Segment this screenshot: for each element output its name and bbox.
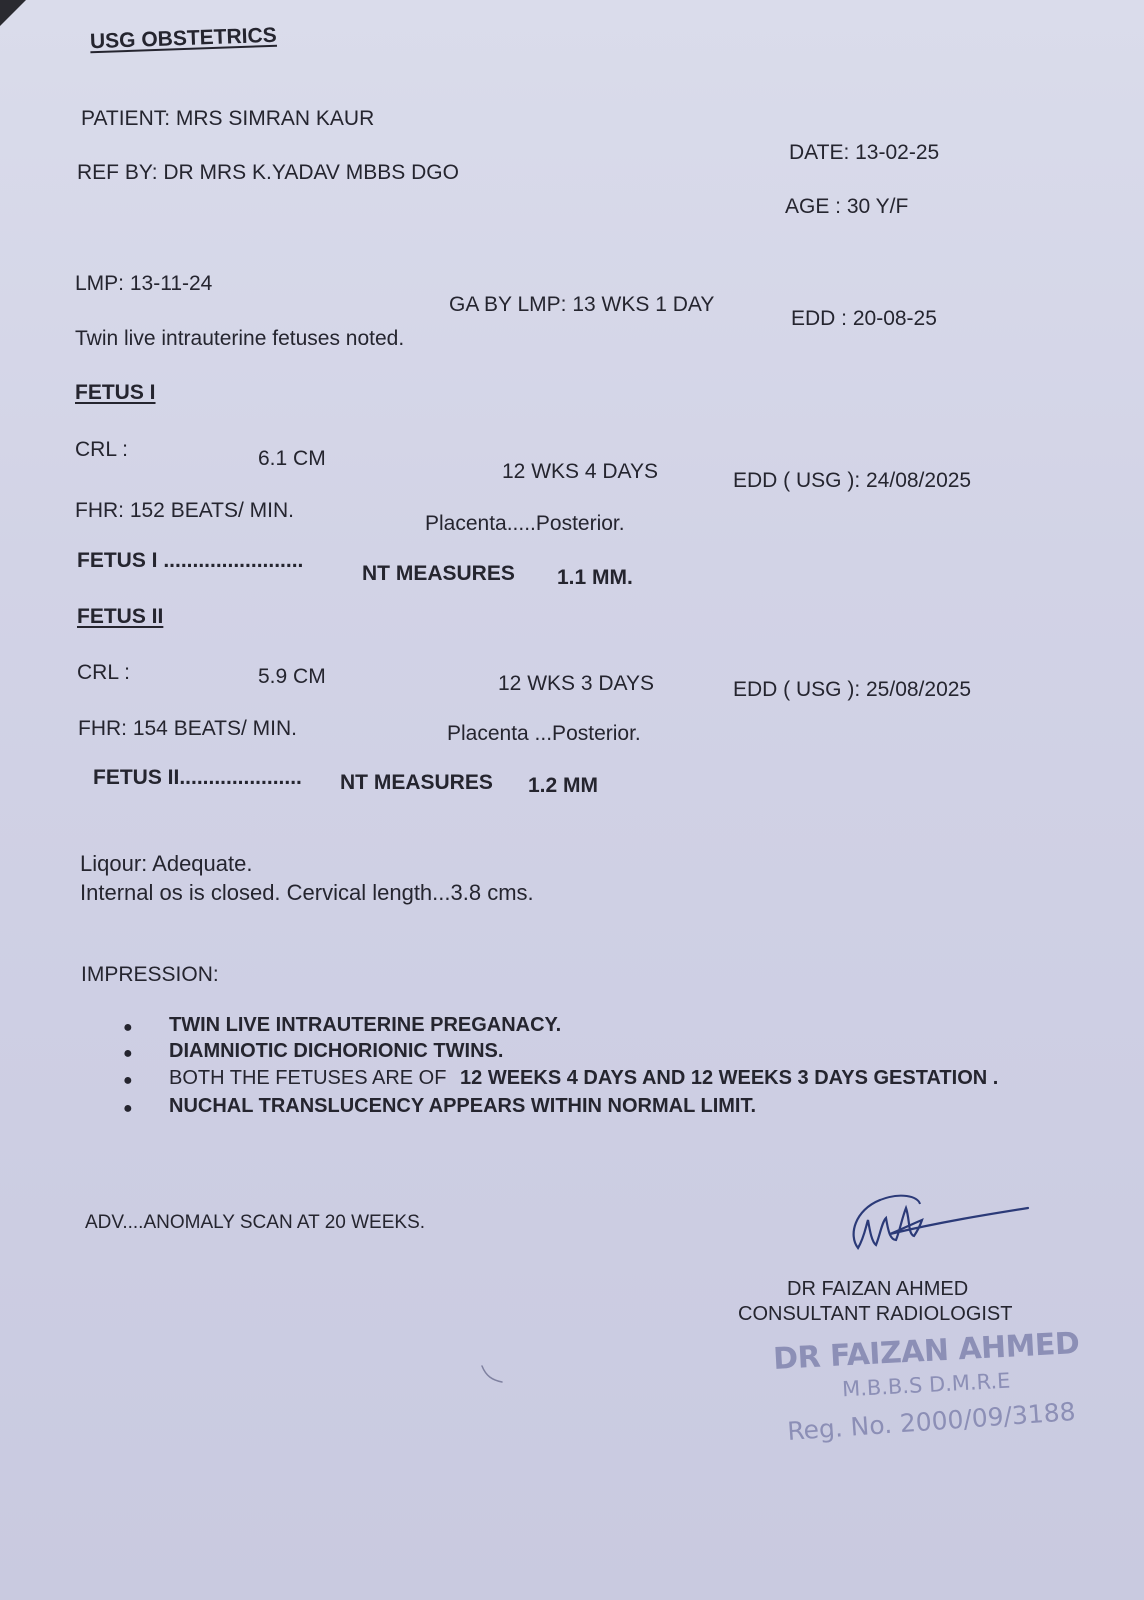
fetus2-ga: 12 WKS 3 DAYS: [498, 672, 655, 695]
stamp-reg-no: Reg. No. 2000/09/3188: [786, 1396, 1077, 1447]
intro-text: Twin live intrauterine fetuses noted.: [75, 327, 405, 350]
advice: ADV....ANOMALY SCAN AT 20 WEEKS.: [85, 1212, 426, 1233]
impression-item: TWIN LIVE INTRAUTERINE PREGANACY.: [169, 1014, 562, 1036]
bullet-icon: ●: [123, 1045, 133, 1062]
fetus1-placenta: Placenta.....Posterior.: [425, 512, 625, 535]
impression-item: NUCHAL TRANSLUCENCY APPEARS WITHIN NORMAL LIMIT.: [169, 1095, 757, 1117]
internal-os-finding: Internal os is closed. Cervical length...3.8 cms.: [80, 880, 534, 905]
referred-by: REF BY: DR MRS K.YADAV MBBS DGO: [77, 161, 459, 184]
impression-item: [169, 1066, 998, 1090]
fetus1-nt-label: FETUS I ........................: [77, 549, 304, 572]
fetus2-crl-value: 5.9 CM: [258, 665, 326, 688]
impression-item-prefix: BOTH THE FETUSES ARE OF: [169, 1067, 447, 1089]
lmp: LMP: 13-11-24: [75, 272, 213, 295]
signature-icon: [840, 1190, 1040, 1270]
doctor-title: CONSULTANT RADIOLOGIST: [738, 1303, 1013, 1325]
stamp-degrees: M.B.B.S D.M.R.E: [841, 1368, 1011, 1402]
fetus2-crl-label: CRL :: [77, 661, 130, 684]
fetus1-crl-value: 6.1 CM: [258, 447, 326, 470]
liquor-finding: Liqour: Adequate.: [80, 851, 253, 876]
pen-mark-icon: [478, 1362, 508, 1392]
patient-age: AGE : 30 Y/F: [785, 195, 909, 218]
fetus2-nt-measures: NT MEASURES: [340, 771, 493, 794]
fetus2-fhr: FHR: 154 BEATS/ MIN.: [78, 717, 297, 740]
impression-item-bold: 12 WEEKS 4 DAYS AND 12 WEEKS 3 DAYS GESTATION .: [460, 1067, 999, 1089]
ga-by-lmp: GA BY LMP: 13 WKS 1 DAY: [449, 293, 715, 316]
fetus2-edd: EDD ( USG ): 25/08/2025: [733, 678, 972, 701]
impression-item: DIAMNIOTIC DICHORIONIC TWINS.: [169, 1040, 504, 1062]
report-title: USG OBSTETRICS: [89, 23, 278, 54]
impression-heading: IMPRESSION:: [81, 963, 219, 986]
bullet-icon: ●: [123, 1100, 133, 1117]
bullet-icon: ●: [123, 1019, 133, 1036]
page-corner-shadow: [0, 0, 26, 26]
patient-name: PATIENT: MRS SIMRAN KAUR: [81, 107, 375, 130]
fetus1-nt-measures: NT MEASURES: [362, 562, 515, 585]
stamp-name: DR FAIZAN AHMED: [772, 1326, 1081, 1377]
report-date: DATE: 13-02-25: [789, 141, 940, 164]
fetus1-nt-value: 1.1 MM.: [557, 566, 633, 589]
edd-by-lmp: EDD : 20-08-25: [791, 307, 937, 330]
fetus1-ga: 12 WKS 4 DAYS: [502, 460, 659, 483]
fetus1-fhr: FHR: 152 BEATS/ MIN.: [75, 499, 294, 522]
fetus1-crl-label: CRL :: [75, 438, 128, 461]
fetus1-heading: FETUS I: [75, 381, 156, 404]
bullet-icon: ●: [123, 1072, 133, 1089]
fetus2-placenta: Placenta ...Posterior.: [447, 722, 641, 745]
fetus2-heading: FETUS II: [77, 605, 164, 628]
fetus1-edd: EDD ( USG ): 24/08/2025: [733, 469, 972, 492]
doctor-name: DR FAIZAN AHMED: [787, 1278, 969, 1300]
fetus2-nt-label: FETUS II.....................: [93, 766, 302, 789]
fetus2-nt-value: 1.2 MM: [528, 774, 599, 797]
